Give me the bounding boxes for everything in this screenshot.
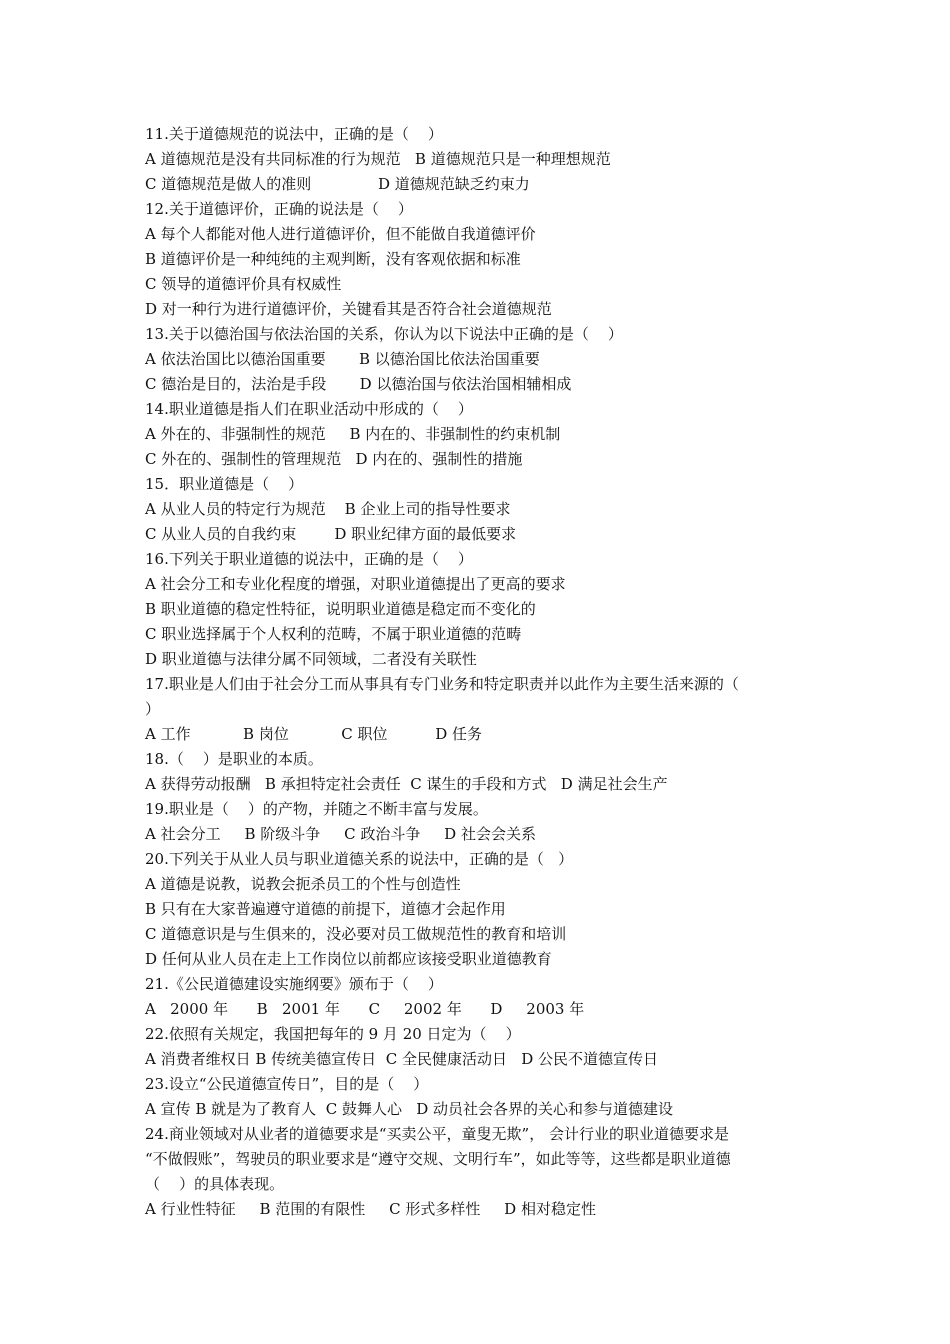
- question-12-option-b: B 道德评价是一种纯纯的主观判断，没有客观依据和标准: [145, 250, 521, 268]
- question-12-stem: 12.关于道德评价，正确的说法是（ ）: [145, 200, 413, 218]
- question-20-option-c: C 道德意识是与生俱来的，没必要对员工做规范性的教育和培训: [145, 925, 567, 943]
- question-18-stem: 18.（ ）是职业的本质。: [145, 750, 323, 768]
- question-21-stem: 21.《公民道德建设实施纲要》颁布于（ ）: [145, 975, 443, 993]
- question-24-stem-line-3: （ ）的具体表现。: [145, 1175, 285, 1193]
- question-19-options: A 社会分工 B 阶级斗争 C 政治斗争 D 社会会关系: [145, 825, 536, 843]
- question-13-options-ab: A 依法治国比以德治国重要 B 以德治国比依法治国重要: [145, 350, 540, 368]
- question-18-options: A 获得劳动报酬 B 承担特定社会责任 C 谋生的手段和方式 D 满足社会生产: [145, 775, 668, 793]
- question-13-options-cd: C 德治是目的，法治是手段 D 以德治国与依法治国相辅相成: [145, 375, 572, 393]
- question-11-options-ab: A 道德规范是没有共同标准的行为规范 B 道德规范只是一种理想规范: [145, 150, 611, 168]
- question-15-options-cd: C 从业人员的自我约束 D 职业纪律方面的最低要求: [145, 525, 517, 543]
- question-13-stem: 13.关于以德治国与依法治国的关系，你认为以下说法中正确的是（ ）: [145, 325, 623, 343]
- document-page: [145, 122, 815, 1222]
- question-15-options-ab: A 从业人员的特定行为规范 B 企业上司的指导性要求: [145, 500, 511, 518]
- question-23-options: A 宣传 B 就是为了教育人 C 鼓舞人心 D 动员社会各界的关心和参与道德建设: [145, 1100, 674, 1118]
- question-12-option-a: A 每个人都能对他人进行道德评价，但不能做自我道德评价: [145, 225, 536, 243]
- question-17-stem-continued: ）: [145, 700, 161, 718]
- question-12-option-d: D 对一种行为进行道德评价，关键看其是否符合社会道德规范: [145, 300, 552, 318]
- question-12-option-c: C 领导的道德评价具有权威性: [145, 275, 342, 293]
- question-20-option-b: B 只有在大家普遍遵守道德的前提下，道德才会起作用: [145, 900, 506, 918]
- question-24-stem-line-2: “不做假账”，驾驶员的职业要求是“遵守交规、文明行车”，如此等等，这些都是职业道德: [145, 1150, 731, 1168]
- question-24-stem-line-1: 24.商业领域对从业者的道德要求是“买卖公平，童叟无欺”， 会计行业的职业道德要求是: [145, 1125, 729, 1143]
- question-16-option-c: C 职业选择属于个人权利的范畴，不属于职业道德的范畴: [145, 625, 522, 643]
- question-11-options-cd: C 道德规范是做人的准则 D 道德规范缺乏约束力: [145, 175, 530, 193]
- question-16-option-b: B 职业道德的稳定性特征，说明职业道德是稳定而不变化的: [145, 600, 536, 618]
- question-23-stem: 23.设立“公民道德宣传日”，目的是（ ）: [145, 1075, 429, 1093]
- question-16-option-a: A 社会分工和专业化程度的增强，对职业道德提出了更高的要求: [145, 575, 566, 593]
- question-20-option-d: D 任何从业人员在走上工作岗位以前都应该接受职业道德教育: [145, 950, 552, 968]
- question-24-options: A 行业性特征 B 范围的有限性 C 形式多样性 D 相对稳定性: [145, 1200, 596, 1218]
- question-15-stem: 15．职业道德是（ ）: [145, 475, 304, 493]
- question-22-options: A 消费者维权日 B 传统美德宣传日 C 全民健康活动日 D 公民不道德宣传日: [145, 1050, 659, 1068]
- question-22-stem: 22.依照有关规定，我国把每年的 9 月 20 日定为（ ）: [145, 1025, 521, 1043]
- question-19-stem: 19.职业是（ ）的产物，并随之不断丰富与发展。: [145, 800, 488, 818]
- question-16-stem: 16.下列关于职业道德的说法中，正确的是（ ）: [145, 550, 473, 568]
- question-14-options-ab: A 外在的、非强制性的规范 B 内在的、非强制性的约束机制: [145, 425, 561, 443]
- question-16-option-d: D 职业道德与法律分属不同领域，二者没有关联性: [145, 650, 477, 668]
- question-11-stem: 11.关于道德规范的说法中，正确的是（ ）: [145, 125, 443, 143]
- question-14-options-cd: C 外在的、强制性的管理规范 D 内在的、强制性的措施: [145, 450, 523, 468]
- question-14-stem: 14.职业道德是指人们在职业活动中形成的（ ）: [145, 400, 473, 418]
- question-17-options: A 工作 B 岗位 C 职位 D 任务: [145, 725, 483, 743]
- question-20-stem: 20.下列关于从业人员与职业道德关系的说法中，正确的是（ ）: [145, 850, 574, 868]
- question-20-option-a: A 道德是说教，说教会扼杀员工的个性与创造性: [145, 875, 461, 893]
- question-21-options: A 2000 年 B 2001 年 C 2002 年 D 2003 年: [145, 1000, 585, 1018]
- question-17-stem: 17.职业是人们由于社会分工而从事具有专门业务和特定职责并以此作为主要生活来源的（: [145, 675, 739, 693]
